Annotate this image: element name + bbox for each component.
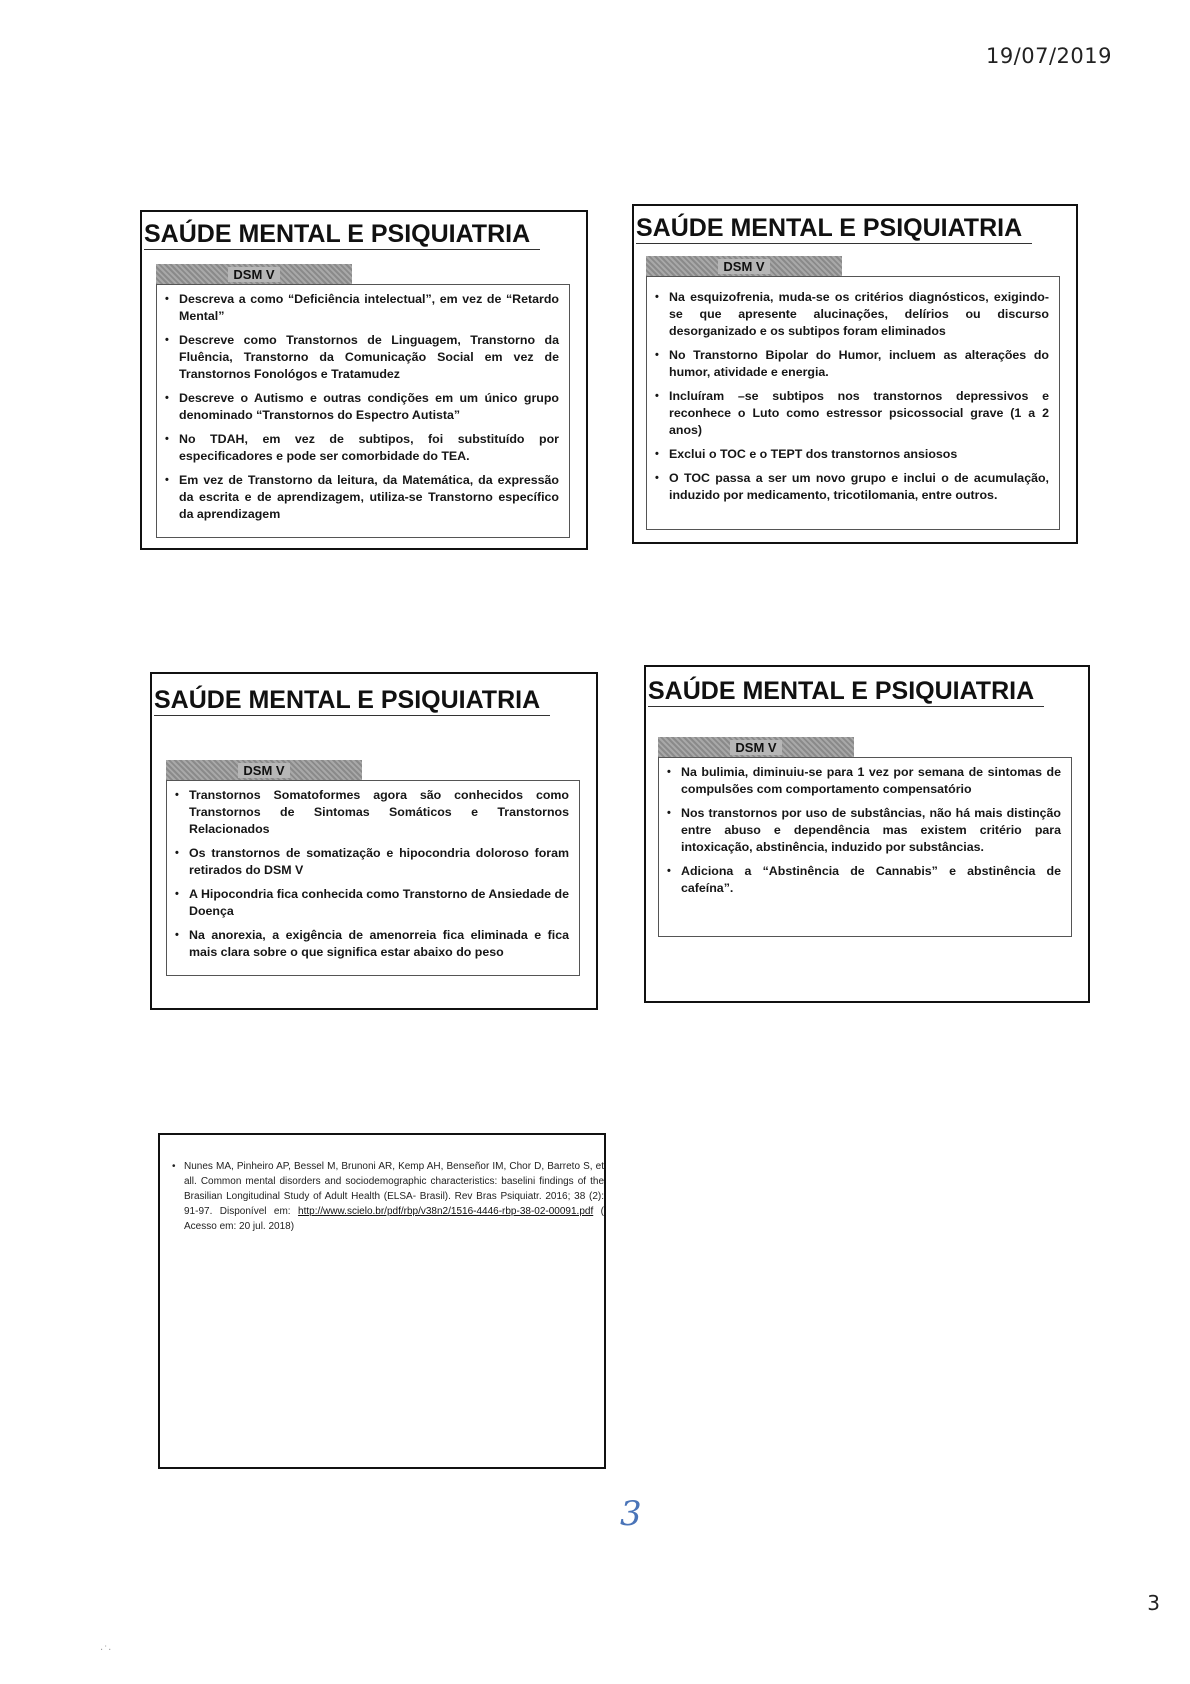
slide-title: SAÚDE MENTAL E PSIQUIATRIA [648, 677, 1044, 707]
slide-content [658, 757, 1072, 937]
reference-text [170, 1159, 604, 1234]
reference-slide [158, 1133, 606, 1469]
bullet-item: • Adiciona a “Abstinência de Cannabis” e abstinência de cafeína”. [667, 863, 1061, 897]
bullet-item: • Exclui o TOC e o TEPT dos transtornos ansiosos [655, 446, 1049, 463]
scan-artifact-icon: ·˙· [100, 1645, 112, 1656]
reference-citation: Nunes MA, Pinheiro AP, Bessel M, Brunoni AR, Kemp AH, Benseñor IM, Chor D, Barreto S, et all. Common mental disorders and sociodemographic characteristics: baselini findings of the Brasilian Longitudinal Study of Adult Health (ELSA- Brasil). Rev Bras Psiquiatr. 2016; 38 (2): 91-97. Disponível em: [184, 1161, 604, 1217]
dsm-tag: DSM V [646, 256, 842, 277]
reference-access: ( Acesso em: 20 jul. 2018) [184, 1206, 604, 1232]
handwritten-page-number: 3 [620, 1494, 642, 1534]
bullet-item: • Na esquizofrenia, muda-se os critérios diagnósticos, exigindo-se que apresente alucinações, delírios ou discurso desorganizado e os subtipos foram eliminados [655, 289, 1049, 340]
bullet-item: • Descreve o Autismo e outras condições em um único grupo denominado “Transtornos do Espectro Autista” [165, 390, 559, 424]
bullet-item: • A Hipocondria fica conhecida como Transtorno de Ansiedade de Doença [175, 886, 569, 920]
slide-title: SAÚDE MENTAL E PSIQUIATRIA [636, 214, 1032, 244]
bullet-item: • O TOC passa a ser um novo grupo e inclui o de acumulação, induzido por medicamento, tricotilomania, entre outros. [655, 470, 1049, 504]
slide-title: SAÚDE MENTAL E PSIQUIATRIA [144, 220, 540, 250]
bullet-item: • No TDAH, em vez de subtipos, foi substituído por especificadores e pode ser comorbidade do TEA. [165, 431, 559, 465]
bullet-item: • No Transtorno Bipolar do Humor, incluem as alterações do humor, atividade e energia. [655, 347, 1049, 381]
bullet-item: • Transtornos Somatoformes agora são conhecidos como Transtornos de Sintomas Somáticos e Transtornos Relacionados [175, 787, 569, 838]
page-date: 19/07/2019 [985, 44, 1112, 68]
bullet-item: • Descreva a como “Deficiência intelectual”, em vez de “Retardo Mental” [165, 291, 559, 325]
slide-4 [644, 665, 1090, 1003]
bullet-item: • Incluíram –se subtipos nos transtornos depressivos e reconhece o Luto como estressor psicossocial grave (1 a 2 anos) [655, 388, 1049, 439]
reference-link[interactable]: http://www.scielo.br/pdf/rbp/v38n2/1516-4446-rbp-38-02-00091.pdf [298, 1206, 594, 1217]
bullet-item: • Em vez de Transtorno da leitura, da Matemática, da expressão da escrita e de aprendizagem, utiliza-se Transtorno específico da aprendizagem [165, 472, 559, 523]
slide-content [156, 284, 570, 538]
slide-2 [632, 204, 1078, 544]
bullet-item: • Na bulimia, diminuiu-se para 1 vez por semana de sintomas de compulsões com comportamento compensatório [667, 764, 1061, 798]
bullet-item: • Na anorexia, a exigência de amenorreia fica eliminada e fica mais clara sobre o que significa estar abaixo do peso [175, 927, 569, 961]
page-number: 3 [1147, 1591, 1160, 1615]
bullet-item: • Nos transtornos por uso de substâncias, não há mais distinção entre abuso e dependência mas existem critério para intoxicação, abstinência, induzido por substâncias. [667, 805, 1061, 856]
slide-title: SAÚDE MENTAL E PSIQUIATRIA [154, 686, 550, 716]
slide-3 [150, 672, 598, 1010]
dsm-tag: DSM V [166, 760, 362, 781]
dsm-tag: DSM V [658, 737, 854, 758]
slide-1 [140, 210, 588, 550]
dsm-tag: DSM V [156, 264, 352, 285]
slide-content [646, 276, 1060, 530]
bullet-item: • Descreve como Transtornos de Linguagem, Transtorno da Fluência, Transtorno da Comunicação Social em vez de Transtornos Fonológos e Tratamudez [165, 332, 559, 383]
bullet-item: • Os transtornos de somatização e hipocondria doloroso foram retirados do DSM V [175, 845, 569, 879]
slide-content [166, 780, 580, 976]
